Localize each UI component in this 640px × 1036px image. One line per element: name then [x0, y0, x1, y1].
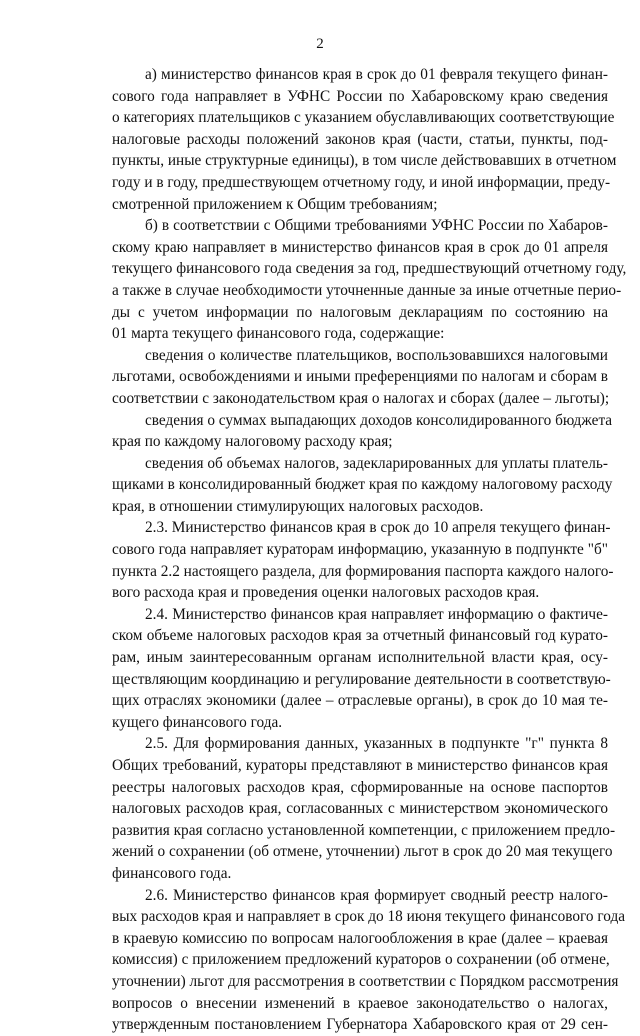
text-line: Общих требований, кураторы представляют в министерство финансов края [112, 757, 608, 774]
text-line: реестры налоговых расходов края, сформированные на основе паспортов [112, 778, 608, 796]
text-line: кущего финансового года. [112, 713, 283, 731]
text-line: жений о сохранении (об отмене, уточнении) льгот в срок до 20 мая текущего [112, 843, 613, 861]
text-line: ском объеме налоговых расходов края за отчетный финансовый год курато- [112, 627, 608, 645]
text-line: 01 марта текущего финансового года, содержащие: [112, 325, 445, 343]
text-line: финансового года. [112, 864, 232, 882]
text-line: а) министерство финансов края в срок до 01 февраля текущего финан- [145, 66, 608, 83]
text-line: сового года направляет кураторам информацию, указанную в подпункте "б" [112, 541, 608, 559]
text-line: сведения об объемах налогов, задекларированных для уплаты платель- [145, 454, 608, 472]
text-line: утвержденным постановлением Губернатора Хабаровского края от 29 сен- [112, 1016, 608, 1034]
text-line: края по каждому налоговому расходу края; [112, 433, 393, 451]
text-line: текущего финансового года сведения за год, предшествующий отчетному году, [112, 260, 627, 278]
text-line: пункта 2.2 настоящего раздела, для формирования паспорта каждого налого- [112, 562, 614, 580]
body-text [112, 64, 627, 1036]
text-line: году и в году, предшествующем отчетному году, и иной информации, преду- [112, 173, 611, 191]
text-line: комиссия) с приложением предложений кураторов о сохранении (об отмене, [112, 951, 610, 969]
text-line: о категориях плательщиков с указанием обуславливающих соответствующие [112, 109, 615, 127]
text-line: вых расходов края и направляет в срок до 18 июня текущего финансового года [112, 908, 626, 926]
text-line: 2.5. Для формирования данных, указанных в подпункте "г" пункта 8 [145, 735, 608, 753]
text-line: сведения о суммах выпадающих доходов консолидированного бюджета [145, 411, 613, 429]
text-line: соответствии с законодательством края о налогах и сборах (далее – льготы); [112, 389, 610, 407]
text-line: смотренной приложением к Общим требованиям; [112, 195, 438, 213]
text-line: б) в соответствии с Общими требованиями УФНС России по Хабаров- [145, 217, 608, 235]
text-line: пункты, иные структурные единицы), в том числе действовавших в отчетном [112, 152, 617, 170]
text-line: щих отраслях экономики (далее – отраслевые органы), в срок до 10 мая те- [112, 692, 608, 710]
text-line: вопросов о внесении изменений в краевое законодательство о налогах, [112, 994, 608, 1012]
text-line: уточнении) льгот для рассмотрения в соответствии с Порядком рассмотрения [112, 972, 619, 990]
text-line: ществляющим координацию и регулирование деятельности в соответствую- [112, 670, 611, 688]
text-line: льготами, освобождениями и иными преференциями по налогам и сборам в [112, 368, 608, 386]
text-line: сового года направляет в УФНС России по Хабаровскому краю сведения [112, 87, 608, 105]
page-number: 2 [316, 36, 324, 52]
text-line: вого расхода края и проведения оценки налоговых расходов края. [112, 584, 540, 602]
text-line: налоговых расходов края, согласованных с министерством экономического [112, 800, 608, 818]
text-line: 2.6. Министерство финансов края формирует сводный реестр налого- [145, 886, 608, 904]
text-line: в краевую комиссию по вопросам налогообложения в крае (далее – краевая [112, 929, 608, 947]
text-line: рам, иным заинтересованным органам исполнительной власти края, осу- [112, 649, 608, 667]
text-line: развития края согласно установленной компетенции, с приложением предло- [112, 821, 616, 839]
text-line: налоговые расходы положений законов края (части, статьи, пункты, под- [112, 130, 608, 148]
text-line: щиками в консолидированный бюджет края по каждому налоговому расходу [112, 476, 613, 494]
text-line: а также в случае необходимости уточненные данные за иные отчетные перио- [112, 281, 622, 299]
text-line: края, в отношении стимулирующих налоговых расходов. [112, 497, 484, 515]
text-line: сведения о количестве плательщиков, воспользовавшихся налоговыми [145, 346, 608, 364]
text-line: скому краю направляет в министерство финансов края в срок до 01 апреля [112, 238, 608, 256]
text-line: 2.4. Министерство финансов края направляет информацию о фактиче- [145, 605, 608, 623]
text-line: 2.3. Министерство финансов края в срок до 10 апреля текущего финан- [145, 519, 611, 537]
text-line: ды с учетом информации по налоговым декларациям по состоянию на [112, 303, 608, 321]
